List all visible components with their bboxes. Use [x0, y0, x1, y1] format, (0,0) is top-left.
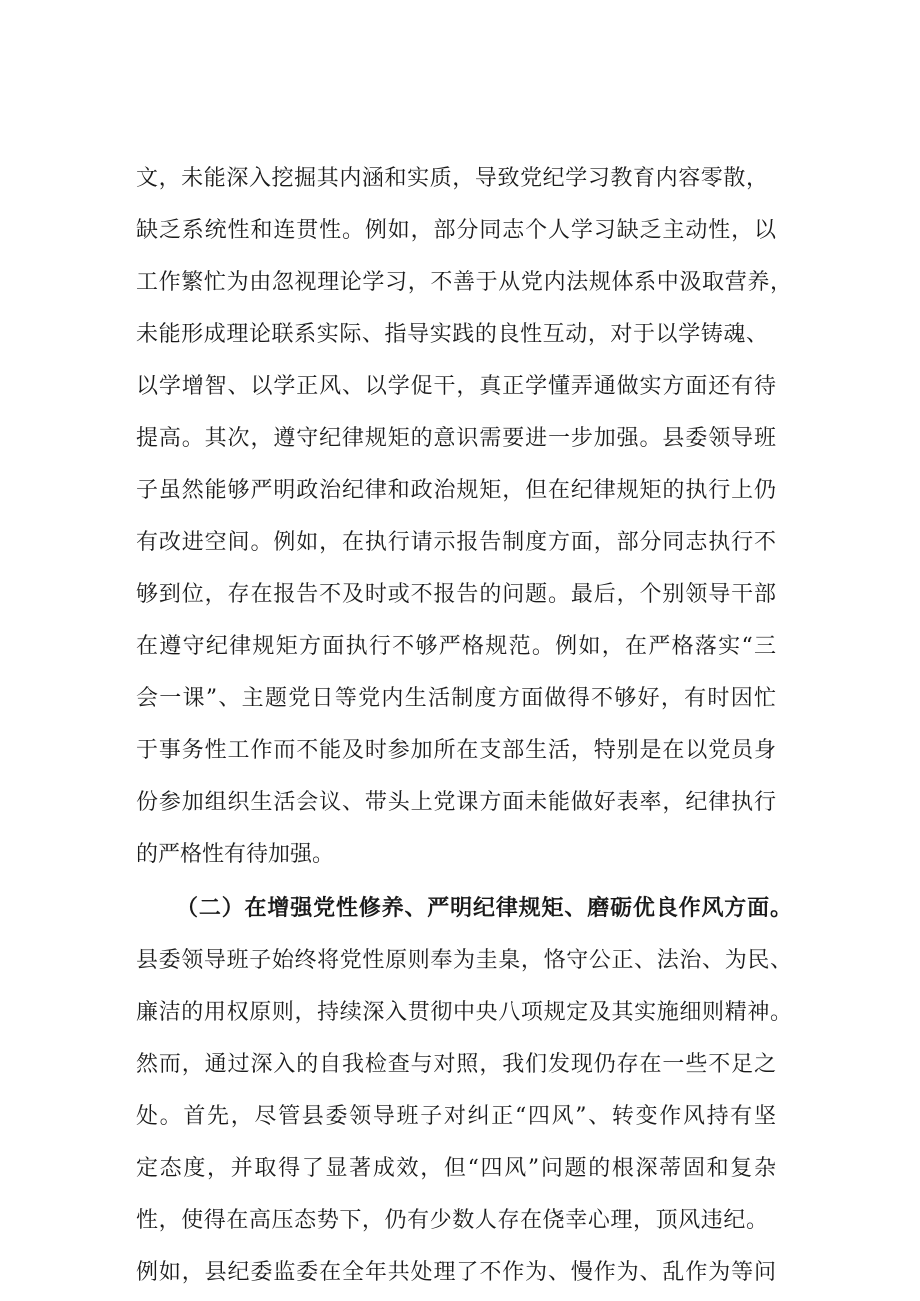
paragraph2-line-4: 处。首先，尽管县委领导班子对纠正“四风”、转变作风持有坚 — [136, 1104, 776, 1129]
paragraph2-heading — [176, 895, 792, 923]
paragraph2-line-2: 廉洁的用权原则，持续深入贯彻中央八项规定及其实施细则精神。 — [136, 1000, 792, 1025]
paragraph1-line-8: 有改进空间。例如，在执行请示报告制度方面，部分同志执行不 — [136, 530, 776, 555]
paragraph2-line-3: 然而，通过深入的自我检查与对照，我们发现仍存在一些不足之 — [136, 1052, 776, 1077]
paragraph1-line-9: 够到位，存在报告不及时或不报告的问题。最后，个别领导干部 — [136, 582, 776, 607]
paragraph1-line-13: 份参加组织生活会议、带头上党课方面未能做好表率，纪律执行 — [136, 790, 776, 815]
paragraph2-line-6: 性，使得在高压态势下，仍有少数人存在侥幸心理，顶风违纪。 — [136, 1208, 768, 1233]
paragraph1-line-14: 的严格性有待加强。 — [136, 842, 335, 867]
paragraph1-line-1: 文，未能深入挖掘其内涵和实质，导致党纪学习教育内容零散， — [136, 166, 768, 191]
paragraph1-line-6: 提高。其次，遵守纪律规矩的意识需要进一步加强。县委领导班 — [136, 426, 776, 451]
paragraph2-line-7: 例如，县纪委监委在全年共处理了不作为、慢作为、乱作为等问 — [136, 1260, 776, 1285]
paragraph1-line-10: 在遵守纪律规矩方面执行不够严格规范。例如，在严格落实“三 — [136, 634, 776, 659]
paragraph1-line-4: 未能形成理论联系实际、指导实践的良性互动，对于以学铸魂、 — [136, 322, 768, 347]
section-heading: （二）在增强党性修养、严明纪律规矩、磨砺优良作风方面。 — [176, 896, 792, 921]
paragraph2-line-5: 定态度，并取得了显著成效，但“四风”问题的根深蒂固和复杂 — [136, 1156, 776, 1181]
paragraph1-line-12: 于事务性工作而不能及时参加所在支部生活，特别是在以党员身 — [136, 738, 776, 763]
paragraph1-line-7: 子虽然能够严明政治纪律和政治规矩，但在纪律规矩的执行上仍 — [136, 478, 776, 503]
paragraph1-line-11: 会一课”、主题党日等党内生活制度方面做得不够好，有时因忙 — [136, 686, 776, 711]
paragraph1-line-5: 以学增智、以学正风、以学促干，真正学懂弄通做实方面还有待 — [136, 374, 776, 399]
paragraph1-line-3: 工作繁忙为由忽视理论学习，不善于从党内法规体系中汲取营养， — [136, 270, 792, 295]
paragraph2-line-1: 县委领导班子始终将党性原则奉为圭臬，恪守公正、法治、为民、 — [136, 948, 792, 973]
paragraph1-line-2: 缺乏系统性和连贯性。例如，部分同志个人学习缺乏主动性，以 — [136, 218, 776, 243]
